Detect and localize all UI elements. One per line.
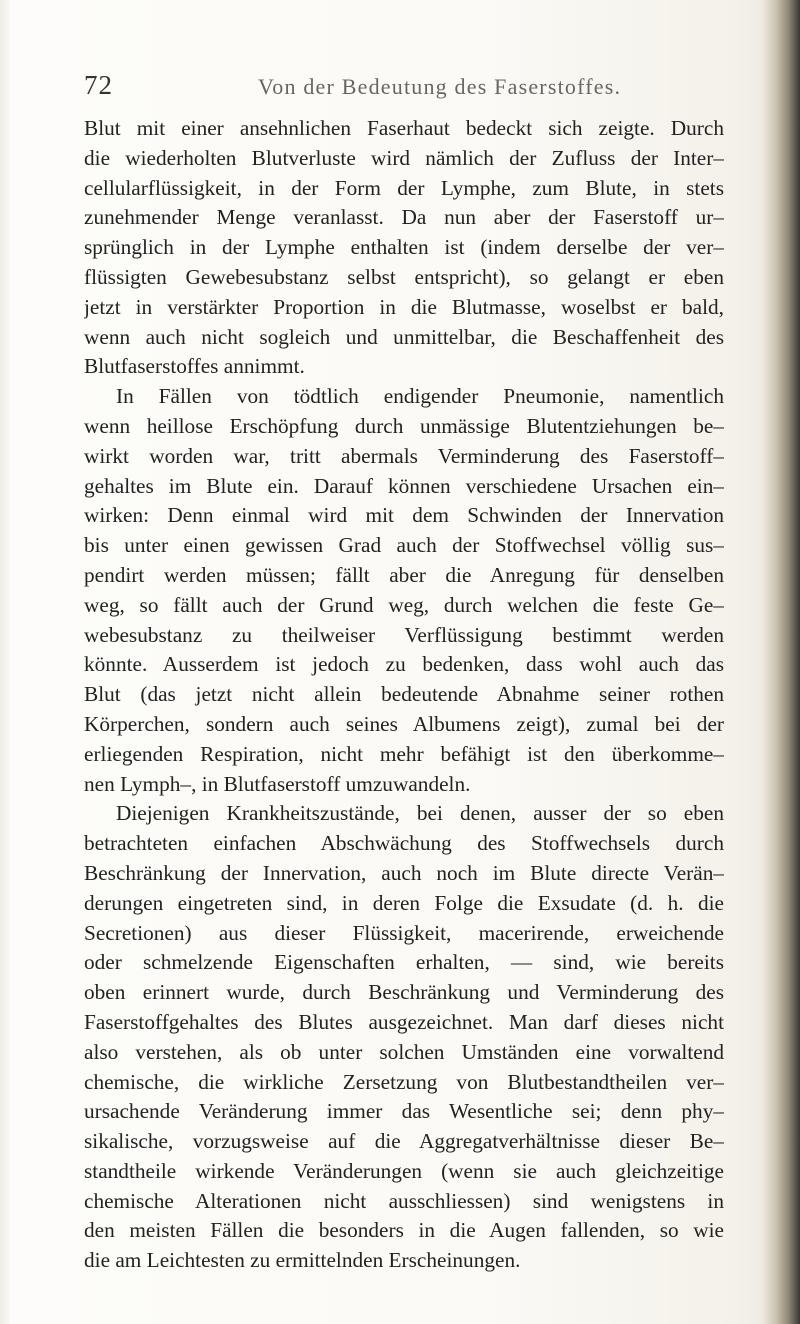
text-line: standtheile wirkende Veränderungen (wenn sie auch gleichzeitige [84, 1158, 724, 1183]
page-header [84, 70, 724, 110]
text-line: erliegenden Respiration, nicht mehr befähigt ist den überkomme– [84, 741, 724, 766]
text-line: webesubstanz zu theilweiser Verflüssigung bestimmt werden [84, 622, 724, 647]
text-line: die am Leichtesten zu ermittelnden Erscheinungen. [84, 1248, 521, 1273]
text-line: Blut mit einer ansehnlichen Faserhaut bedeckt sich zeigte. Durch [84, 116, 724, 140]
text-line: also verstehen, als ob unter solchen Umständen eine vorwaltend [84, 1039, 724, 1064]
text-line: sprünglich in der Lymphe enthalten ist (indem derselbe der ver– [84, 235, 724, 260]
text-line: Blut (das jetzt nicht allein bedeutende Abnahme seiner rothen [84, 682, 724, 707]
text-line: den meisten Fällen die besonders in die Augen fallenden, so wie [84, 1218, 724, 1243]
text-line: betrachteten einfachen Abschwächung des Stoffwechsels durch [84, 831, 724, 856]
text-line: Blutfaserstoffes annimmt. [84, 354, 305, 379]
text-line: pendirt werden müssen; fällt aber die Anregung für denselben [84, 562, 724, 587]
text-line: wirken: Denn einmal wird mit dem Schwinden der Innervation [84, 503, 724, 528]
text-line: Beschränkung der Innervation, auch noch im Blute directe Verän– [84, 860, 724, 885]
book-spine-shadow [762, 0, 800, 1324]
text-line: Diejenigen Krankheitszustände, bei denen, ausser der so eben [116, 801, 724, 826]
text-line: die wiederholten Blutverluste wird nämlich der Zufluss der Inter– [84, 145, 724, 170]
text-line: chemische Alterationen nicht ausschliessen) sind wenigstens in [84, 1188, 724, 1213]
text-line: Faserstoffgehaltes des Blutes ausgezeichnet. Man darf dieses nicht [84, 1009, 724, 1034]
text-line: In Fällen von tödtlich endigender Pneumonie, namentlich [116, 384, 724, 409]
page-number: 72 [84, 70, 113, 100]
text-line: Secretionen) aus dieser Flüssigkeit, macerirende, erweichende [84, 920, 724, 945]
text-line: wenn auch nicht sogleich und unmittelbar, die Beschaffenheit des [84, 324, 724, 349]
text-line: weg, so fällt auch der Grund weg, durch welchen die feste Ge– [84, 592, 724, 617]
text-line: jetzt in verstärkter Proportion in die Blutmasse, woselbst er bald, [84, 294, 724, 319]
text-line: chemische, die wirkliche Zersetzung von Blutbestandtheilen ver– [84, 1069, 724, 1094]
text-line: gehaltes im Blute ein. Darauf können verschiedene Ursachen ein– [84, 473, 724, 498]
text-line: zunehmender Menge veranlasst. Da nun aber der Faserstoff ur– [84, 205, 724, 230]
text-line: ursachende Veränderung immer das Wesentliche sei; denn phy– [84, 1099, 724, 1124]
text-line: oben erinnert wurde, durch Beschränkung und Verminderung des [84, 980, 724, 1005]
text-line: wenn heillose Erschöpfung durch unmässige Blutentziehungen be– [84, 413, 724, 438]
text-line: könnte. Ausserdem ist jedoch zu bedenken, dass wohl auch das [84, 652, 724, 677]
text-line: nen Lymph–, in Blutfaserstoff umzuwandeln. [84, 771, 471, 796]
running-title: Von der Bedeutung des Faserstoffes. [258, 74, 622, 99]
text-line: derungen eingetreten sind, in deren Folge die Exsudate (d. h. die [84, 890, 724, 915]
text-line: bis unter einen gewissen Grad auch der Stoffwechsel völlig sus– [84, 533, 724, 558]
text-line: Körperchen, sondern auch seines Albumens zeigt), zumal bei der [84, 711, 724, 736]
text-line: wirkt worden war, tritt abermals Verminderung des Faserstoff– [84, 443, 724, 468]
text-line: cellularflüssigkeit, in der Form der Lymphe, zum Blute, in stets [84, 175, 724, 200]
page-left-edge [0, 0, 10, 1324]
text-line: sikalische, vorzugsweise auf die Aggregatverhältnisse dieser Be– [84, 1129, 724, 1154]
text-line: flüssigten Gewebesubstanz selbst entspricht), so gelangt er eben [84, 264, 724, 289]
body-text [84, 114, 724, 1276]
text-line: oder schmelzende Eigenschaften erhalten, — sind, wie bereits [84, 950, 724, 975]
